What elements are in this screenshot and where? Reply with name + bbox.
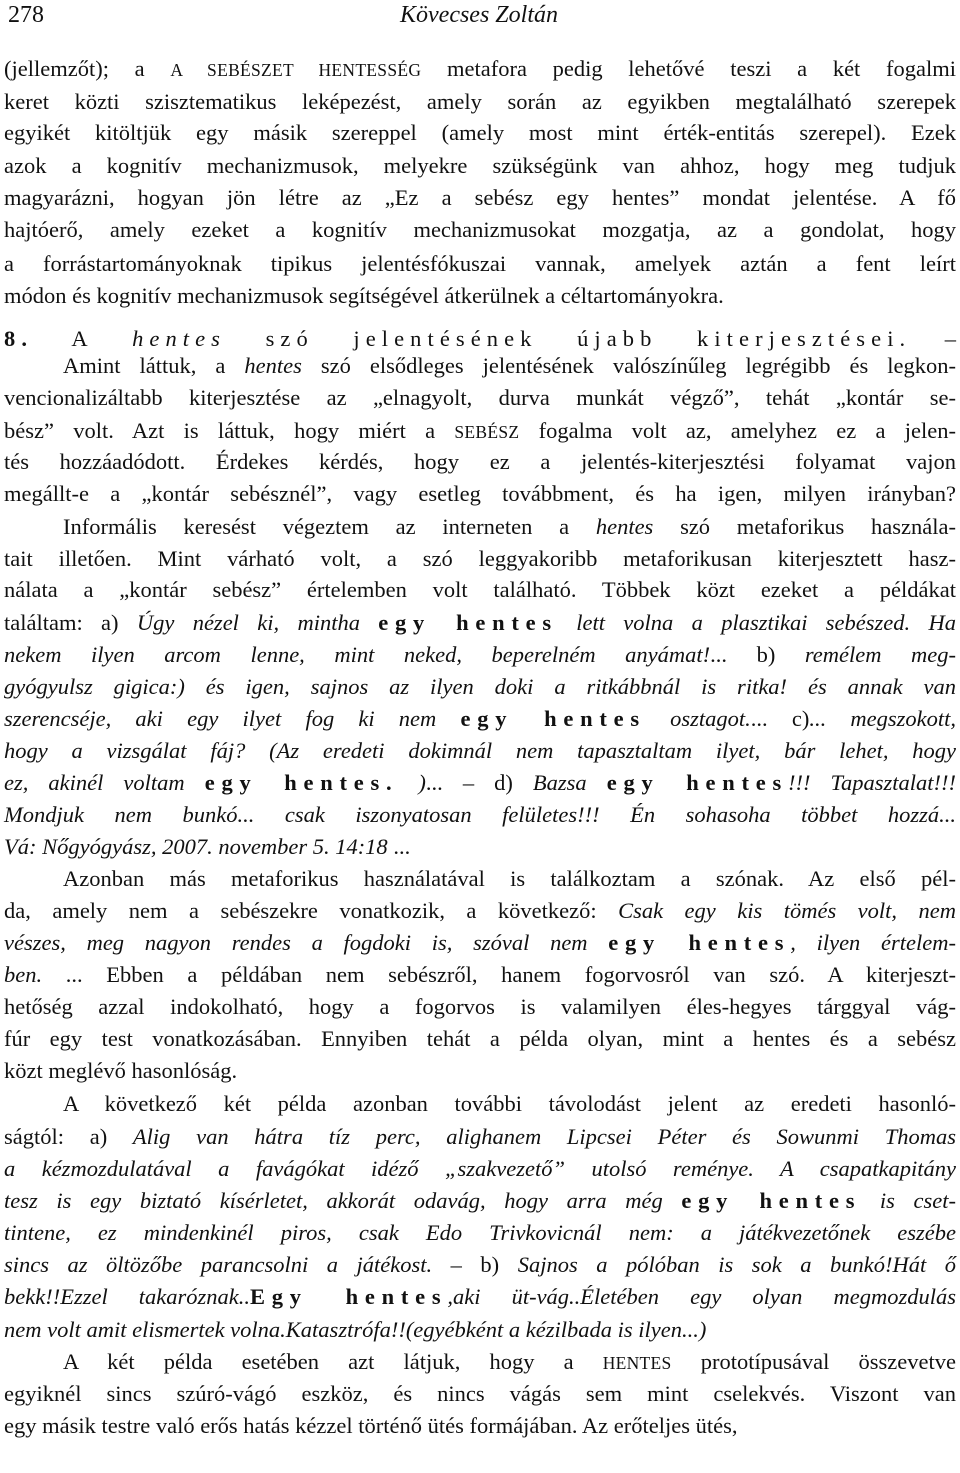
- text-span: Bazsa: [532, 770, 607, 795]
- text-line: [4, 767, 956, 798]
- text-span: bekk!!Ezzel takaróznak..: [4, 1284, 251, 1309]
- text-line: [4, 703, 956, 734]
- text-span: – b): [432, 1252, 518, 1277]
- text-line: [4, 1346, 956, 1379]
- text-line: [4, 959, 956, 990]
- text-line: [4, 511, 956, 542]
- text-span: a kézmozdulatával a favágókat idéző „szakvezető” utolsó reménye. A csapatkapitány: [4, 1156, 956, 1181]
- text-span: keret közti szisztematikus leképezést, amely során az egyikben megtalálható szerepek: [4, 89, 956, 114]
- text-span: szó elsődleges jelentésének valószínűleg legrégibb és legkon-: [301, 353, 957, 378]
- text-span: egy hentes: [608, 930, 791, 955]
- text-span: fúr egy test vonatkozásában. Ennyiben tehát a példa olyan, mint a hentes és a sebész: [4, 1026, 956, 1051]
- text-span: vencionalizáltabb kiterjesztése az „elnagyolt, durva munkát végző”, tehát „kontár se-: [4, 385, 956, 410]
- text-span: egy másik testre való erős hatás kézzel történő ütés formájában. Az erőteljes ütés,: [4, 1413, 738, 1438]
- text-span: ... – d): [425, 770, 533, 795]
- text-line: [4, 478, 956, 509]
- text-line: [4, 831, 956, 862]
- text-span: egy hentes: [378, 610, 558, 635]
- text-span: hentes: [595, 514, 654, 539]
- text-span: közt meglévő hasonlóság.: [4, 1058, 238, 1083]
- page-number: 278: [8, 2, 44, 28]
- text-line: [4, 799, 956, 830]
- text-span: magyarázni, hogyan jön létre az „Ez a sebész egy hentes” mondat jelentése. A fő: [4, 185, 956, 210]
- text-line: [4, 1088, 956, 1119]
- text-line: [4, 574, 956, 605]
- text-span: tesz is egy biztató kísérletet, akkorát odavág, hogy arra még: [4, 1188, 682, 1213]
- text-span: Sajnos a pólóban is sok a bunkó!Hát ő: [517, 1252, 956, 1277]
- text-span: hetőség azzal indokolható, hogy a fogorvos is valamilyen éles-hegyes tárggyal vág-: [4, 994, 956, 1019]
- text-span: hajtóerő, amely ezeket a kognitív mechanizmusokat mozgatja, az a gondolat, hogy: [4, 217, 956, 242]
- text-line: [4, 1410, 956, 1441]
- text-span: lett volna a plasztikai sebészed. Ha: [557, 610, 956, 635]
- text-line: [4, 1121, 956, 1152]
- text-span: , ilyen értelem-: [790, 930, 956, 955]
- text-span: módon és kognitív mechanizmusok segítségével átkerülnek a céltartományokra.: [4, 283, 724, 308]
- text-span: egy hentes: [606, 770, 789, 795]
- text-span: fogalma volt az, amelyhez ez a jelen-: [519, 418, 956, 443]
- text-span: remélem meg-: [804, 642, 957, 667]
- text-span: ... b): [710, 642, 805, 667]
- text-line: [4, 1055, 956, 1086]
- text-span: szerencséje, aki egy ilyet fog ki nem: [4, 706, 461, 731]
- text-span: vészes, meg nagyon rendes a fogdoki is, szóval nem: [4, 930, 609, 955]
- text-line: [4, 53, 956, 86]
- text-span: tintene, ez mindenkinél piros, csak Edo Trivkovicnál nem: a játékvezetőnek eszébe: [4, 1220, 956, 1245]
- text-span: azok a kognitív mechanizmusok, melyekre szükségünk van ahhoz, hogy meg tudjuk: [4, 153, 956, 178]
- text-span: gyógyulsz gigica:) és igen, sajnos az ilyen doki a ritkábbnál is ritka!: [4, 674, 788, 699]
- text-line: [4, 1281, 956, 1312]
- text-span: Mondjuk nem bunkó... csak iszonyatosan felületes!!! Én sohasoha többet hozzá...: [4, 802, 956, 827]
- text-span: tait illetően. Mint várható volt, a szó leggyakoribb metaforikusan kiterjesztett hasz-: [4, 546, 956, 571]
- text-span: sincs az öltözőbe parancsolni a játékost.: [4, 1252, 433, 1277]
- text-line: [4, 117, 956, 148]
- text-span: A két példa esetében azt látjuk, hogy a: [63, 1349, 603, 1374]
- text-span: osztagot.: [645, 706, 751, 731]
- text-line: [4, 1023, 956, 1054]
- text-span: és annak van: [787, 674, 956, 699]
- text-line: [4, 1314, 956, 1345]
- text-line: [4, 863, 956, 894]
- text-line: [4, 382, 956, 413]
- text-line: [4, 1378, 956, 1409]
- text-line: [4, 1217, 956, 1248]
- text-span: –: [911, 326, 956, 351]
- text-span: !!! Tapasztalat!!!: [788, 770, 956, 795]
- text-span: ...: [387, 834, 411, 859]
- text-span: ... c): [750, 706, 810, 731]
- text-span: bész” volt. Azt is láttuk, hogy miért a: [4, 418, 455, 443]
- text-span: hogy a vizsgálat fáj? (Az eredeti dokimnál nem tapasztaltam ilyet, bár lehet, hogy: [4, 738, 956, 763]
- text-span: ságtól: a): [4, 1124, 133, 1149]
- text-span: ez, akinél voltam: [4, 770, 205, 795]
- text-span: nálata a „kontár sebész” értelemben volt található. Többek közt ezeket a példákat: [4, 577, 956, 602]
- text-line: [4, 543, 956, 574]
- text-span: Egy hentes: [250, 1284, 448, 1309]
- text-span: Alig van hátra tíz perc, alighanem Lipcsei Péter és Sowunmi Thomas: [132, 1124, 956, 1149]
- text-span: da, amely nem a sebészekre vonatkozik, a következő:: [4, 898, 619, 923]
- text-span: Azonban más metaforikus használatával is találkoztam a szónak. Az első pél-: [63, 866, 956, 891]
- text-line: [4, 927, 956, 958]
- text-line: [4, 1185, 956, 1216]
- running-header: [0, 0, 960, 40]
- text-span: nekem ilyen arcom lenne, mint neked, beperelném anyámat!: [4, 642, 711, 667]
- text-span: Informális keresést végeztem az interneten a: [63, 514, 596, 539]
- text-line: [4, 150, 956, 181]
- text-line: [4, 639, 956, 670]
- text-span: megállt-e a „kontár sebésznél”, vagy esetleg továbbment, és ha igen, milyen irányban?: [4, 481, 956, 506]
- text-line: [4, 415, 956, 448]
- text-span: egy hentes: [681, 1188, 862, 1213]
- text-line: [4, 446, 956, 477]
- text-span: A következő két példa azonban további távolodást jelent az eredeti hasonló-: [63, 1091, 956, 1116]
- text-span: ben.: [4, 962, 43, 987]
- text-line: [4, 350, 956, 381]
- running-author: Kövecses Zoltán: [400, 2, 558, 28]
- text-span: 8.: [4, 326, 34, 351]
- text-line: [4, 607, 956, 638]
- text-span: prototípusával összevetve: [671, 1349, 956, 1374]
- text-span: találtam: a): [4, 610, 137, 635]
- text-span: hentes: [244, 353, 302, 378]
- text-span: egyikét kitöltjük egy másik szereppel (amely most mint érték-entitás szerepel). Ezek: [4, 120, 956, 145]
- text-span: tés hozzáadódott. Érdekes kérdés, hogy ez a jelentés-kiterjesztési folyamat vajon: [4, 449, 956, 474]
- text-span: A: [33, 326, 133, 351]
- text-span: HENTES: [602, 1353, 672, 1373]
- text-span: Amint láttuk, a: [63, 353, 245, 378]
- text-span: is cset-: [861, 1188, 956, 1213]
- text-line: [4, 895, 956, 926]
- text-span: ... megszokott,: [809, 706, 956, 731]
- text-span: ,aki üt-vág..Életében egy olyan megmozdulás: [447, 1284, 956, 1309]
- text-span: nem volt amit elismertek volna.Katasztrófa!!(egyébként a kézilbada is ilyen...): [4, 1317, 707, 1342]
- text-span: szó jelentésének újabb kiterjesztései.: [226, 326, 912, 351]
- text-span: egy hentes: [460, 706, 646, 731]
- text-span: egyiknél sincs szúró-vágó eszköz, és nincs vágás sem mint cselekvés. Viszont van: [4, 1381, 956, 1406]
- text-span: ): [398, 770, 426, 795]
- text-line: [4, 280, 956, 311]
- text-span: ... Ebben a példában nem sebészről, hanem fogorvosról van szó. A kiterjeszt-: [42, 962, 956, 987]
- text-span: SEBÉSZ: [454, 422, 520, 442]
- text-line: [4, 182, 956, 213]
- text-span: egy hentes.: [204, 770, 399, 795]
- text-span: a forrástartományoknak tipikus jelentésfókuszai vannak, amelyek aztán a fent leírt: [4, 251, 956, 276]
- text-span: hentes: [132, 326, 226, 351]
- text-span: Csak egy kis tömés volt, nem: [618, 898, 956, 923]
- text-span: metafora pedig lehetővé teszi a két fogalmi: [421, 56, 956, 81]
- text-span: A SEBÉSZET HENTESSÉG: [170, 60, 422, 80]
- text-span: (jellemzőt); a: [4, 56, 171, 81]
- text-line: [4, 991, 956, 1022]
- text-span: Úgy nézel ki, mintha: [136, 610, 379, 635]
- text-line: [4, 86, 956, 117]
- text-line: [4, 671, 956, 702]
- text-line: [4, 214, 956, 245]
- text-span: szó metaforikus használa-: [653, 514, 956, 539]
- text-line: [4, 1249, 956, 1280]
- text-span: Vá: Nőgyógyász, 2007. november 5. 14:18: [4, 834, 388, 859]
- text-line: [4, 1153, 956, 1184]
- text-line: [4, 735, 956, 766]
- text-line: [4, 248, 956, 279]
